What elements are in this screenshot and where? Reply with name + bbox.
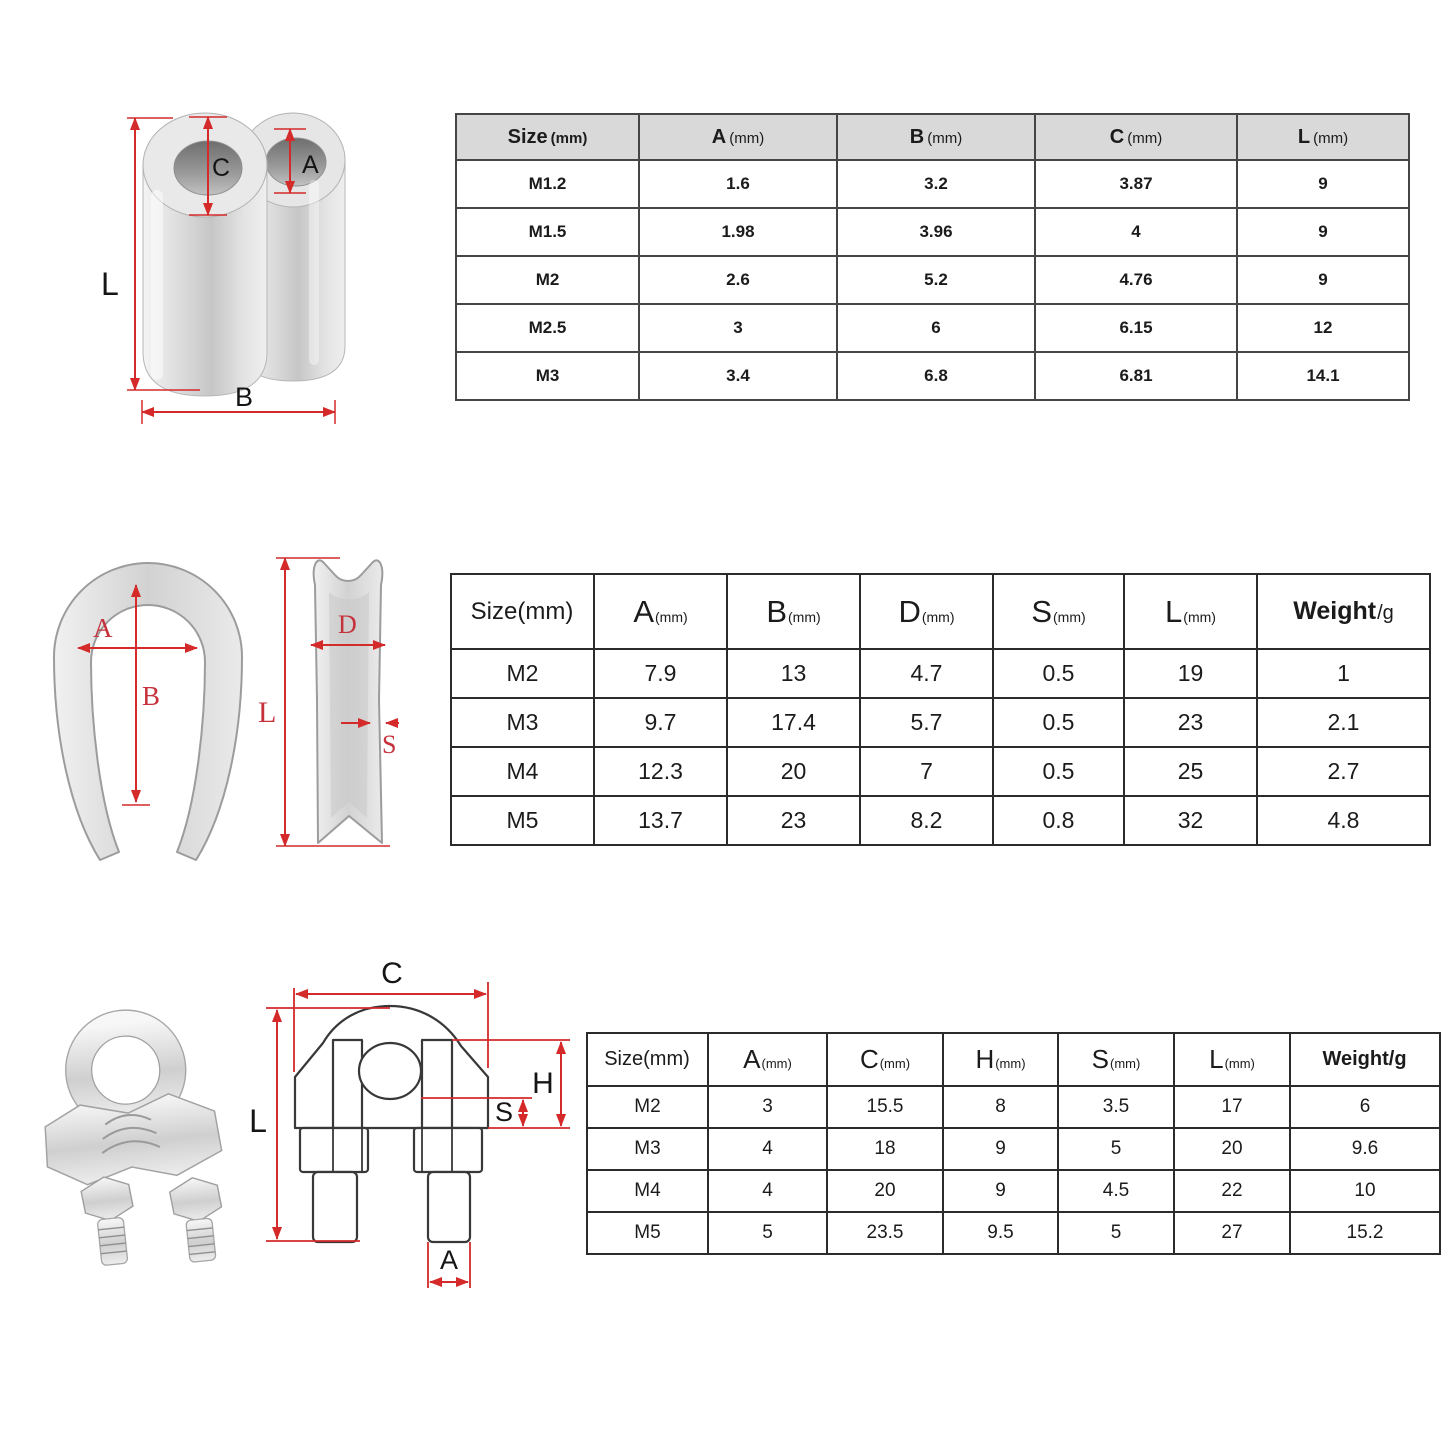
col-header-weight: Weight/g	[1257, 574, 1430, 649]
cell: 2.1	[1257, 698, 1430, 747]
cell: 5.2	[837, 256, 1035, 304]
cell: M1.5	[456, 208, 639, 256]
cell: 6.8	[837, 352, 1035, 400]
col-header-s: S(mm)	[993, 574, 1124, 649]
cell: 23	[727, 796, 860, 845]
cell: 27	[1174, 1212, 1290, 1254]
cell: 0.5	[993, 649, 1124, 698]
dimension-label-A: A	[302, 151, 319, 179]
cell: 2.7	[1257, 747, 1430, 796]
cell: 9	[1237, 208, 1409, 256]
cell: 15.5	[827, 1086, 943, 1128]
col-header-s: S(mm)	[1058, 1033, 1174, 1086]
dimension-label-S: S	[382, 730, 397, 759]
table-row	[451, 747, 1430, 796]
cell: 15.2	[1290, 1212, 1440, 1254]
dimension-label-S: S	[494, 1097, 514, 1127]
col-header-l: L(mm)	[1174, 1033, 1290, 1086]
cell: 9	[943, 1128, 1058, 1170]
dimension-label-A: A	[439, 1245, 459, 1275]
rope-hole	[359, 1043, 421, 1099]
bolt-boss	[414, 1128, 482, 1172]
cell: 32	[1124, 796, 1257, 845]
cell: 22	[1174, 1170, 1290, 1212]
cell: 1	[1257, 649, 1430, 698]
cell: 5	[1058, 1128, 1174, 1170]
cell: 19	[1124, 649, 1257, 698]
cell: 0.5	[993, 698, 1124, 747]
cell: 8	[943, 1086, 1058, 1128]
cell: M2.5	[456, 304, 639, 352]
cell: 9.5	[943, 1212, 1058, 1254]
table-row	[456, 160, 1409, 208]
cell: 9.6	[1290, 1128, 1440, 1170]
table-row	[451, 796, 1430, 845]
cell: 5.7	[860, 698, 993, 747]
col-header-l: L(mm)	[1124, 574, 1257, 649]
bolt-stud	[428, 1172, 470, 1242]
cell: 3	[708, 1086, 827, 1128]
col-header-b: B (mm)	[837, 114, 1035, 160]
highlight	[151, 190, 163, 380]
col-header-c: C(mm)	[827, 1033, 943, 1086]
col-header-size: Size(mm)	[587, 1033, 708, 1086]
cell: 20	[827, 1170, 943, 1212]
cell: 4.5	[1058, 1170, 1174, 1212]
cell: 0.8	[993, 796, 1124, 845]
cell: 13	[727, 649, 860, 698]
cell: 6	[837, 304, 1035, 352]
cell: M2	[456, 256, 639, 304]
cell: 23.5	[827, 1212, 943, 1254]
cell: 20	[1174, 1128, 1290, 1170]
cell: 17.4	[727, 698, 860, 747]
header-row	[587, 1033, 1440, 1086]
cell: 8.2	[860, 796, 993, 845]
cell: 4.7	[860, 649, 993, 698]
thimble-front-view	[54, 563, 242, 860]
table-row	[451, 649, 1430, 698]
cell: 5	[1058, 1212, 1174, 1254]
cell: 3.87	[1035, 160, 1237, 208]
col-header-c: C (mm)	[1035, 114, 1237, 160]
dimension-label-A: A	[93, 613, 113, 643]
cell: 9.7	[594, 698, 727, 747]
col-header-weight: Weight/g	[1290, 1033, 1440, 1086]
cell: 12	[1237, 304, 1409, 352]
table-row	[587, 1128, 1440, 1170]
cell: 3.5	[1058, 1086, 1174, 1128]
cell: 6.81	[1035, 352, 1237, 400]
clip-size-table	[586, 1032, 1441, 1255]
cell: 3.2	[837, 160, 1035, 208]
threaded-stud	[97, 1217, 128, 1265]
thimble-size-table	[450, 573, 1431, 846]
cell: 3.4	[639, 352, 837, 400]
table-row	[587, 1086, 1440, 1128]
cell: 9	[1237, 256, 1409, 304]
col-header-a: A (mm)	[639, 114, 837, 160]
cell: 4.8	[1257, 796, 1430, 845]
table-row	[456, 256, 1409, 304]
cell: M2	[587, 1086, 708, 1128]
cell: M4	[451, 747, 594, 796]
dimension-label-H: H	[532, 1067, 554, 1100]
cell: 18	[827, 1128, 943, 1170]
dimension-label-C: C	[212, 154, 231, 182]
cell: 6	[1290, 1086, 1440, 1128]
cell: 2.6	[639, 256, 837, 304]
col-header-l: L (mm)	[1237, 114, 1409, 160]
dimension-label-B: B	[235, 382, 254, 412]
col-header-b: B(mm)	[727, 574, 860, 649]
cell: M4	[587, 1170, 708, 1212]
dimension-label-L: L	[249, 1103, 267, 1139]
dimension-label-D: D	[338, 610, 357, 639]
hex-nut	[168, 1175, 222, 1224]
cell: 10	[1290, 1170, 1440, 1212]
cell: M1.2	[456, 160, 639, 208]
col-header-size: Size(mm)	[451, 574, 594, 649]
cell: 3	[639, 304, 837, 352]
cell: 4	[1035, 208, 1237, 256]
dimension-label-L: L	[258, 696, 277, 729]
cell: 20	[727, 747, 860, 796]
clip-photo-illustration	[32, 1001, 233, 1276]
clip-figure	[20, 950, 577, 1298]
cell: 9	[1237, 160, 1409, 208]
dimension-label-L: L	[101, 266, 119, 302]
cell: M2	[451, 649, 594, 698]
col-header-d: D(mm)	[860, 574, 993, 649]
cell: 4.76	[1035, 256, 1237, 304]
table-row	[456, 304, 1409, 352]
cell: 12.3	[594, 747, 727, 796]
table-row	[456, 352, 1409, 400]
cell: 5	[708, 1212, 827, 1254]
cell: 0.5	[993, 747, 1124, 796]
col-header-size: Size (mm)	[456, 114, 639, 160]
ferrule-size-table	[455, 113, 1410, 401]
cell: M3	[587, 1128, 708, 1170]
table-row	[587, 1212, 1440, 1254]
cell: 4	[708, 1128, 827, 1170]
cell: 13.7	[594, 796, 727, 845]
bolt-stud	[313, 1172, 357, 1242]
cell: 9	[943, 1170, 1058, 1212]
cell: 6.15	[1035, 304, 1237, 352]
cell: M5	[451, 796, 594, 845]
cell: 3.96	[837, 208, 1035, 256]
cell: 14.1	[1237, 352, 1409, 400]
header-row	[451, 574, 1430, 649]
cell: 4	[708, 1170, 827, 1212]
cell: 1.6	[639, 160, 837, 208]
col-header-a: A(mm)	[708, 1033, 827, 1086]
dimension-label-C: C	[381, 957, 403, 990]
cell: 7.9	[594, 649, 727, 698]
cell: M3	[451, 698, 594, 747]
cell: M3	[456, 352, 639, 400]
dimension-label-B: B	[142, 681, 161, 711]
cell: 23	[1124, 698, 1257, 747]
table-row	[451, 698, 1430, 747]
cell: 7	[860, 747, 993, 796]
table-row	[456, 208, 1409, 256]
thimble-figure	[45, 540, 440, 872]
cell: 25	[1124, 747, 1257, 796]
ferrule-figure	[85, 60, 435, 455]
col-header-h: H(mm)	[943, 1033, 1058, 1086]
bolt-boss	[300, 1128, 368, 1172]
cell: 17	[1174, 1086, 1290, 1128]
col-header-a: A(mm)	[594, 574, 727, 649]
table-row	[587, 1170, 1440, 1212]
cell: 1.98	[639, 208, 837, 256]
header-row	[456, 114, 1409, 160]
cell: M5	[587, 1212, 708, 1254]
threaded-stud	[186, 1218, 216, 1262]
highlight	[309, 180, 319, 365]
clip-line-drawing	[295, 1006, 488, 1242]
